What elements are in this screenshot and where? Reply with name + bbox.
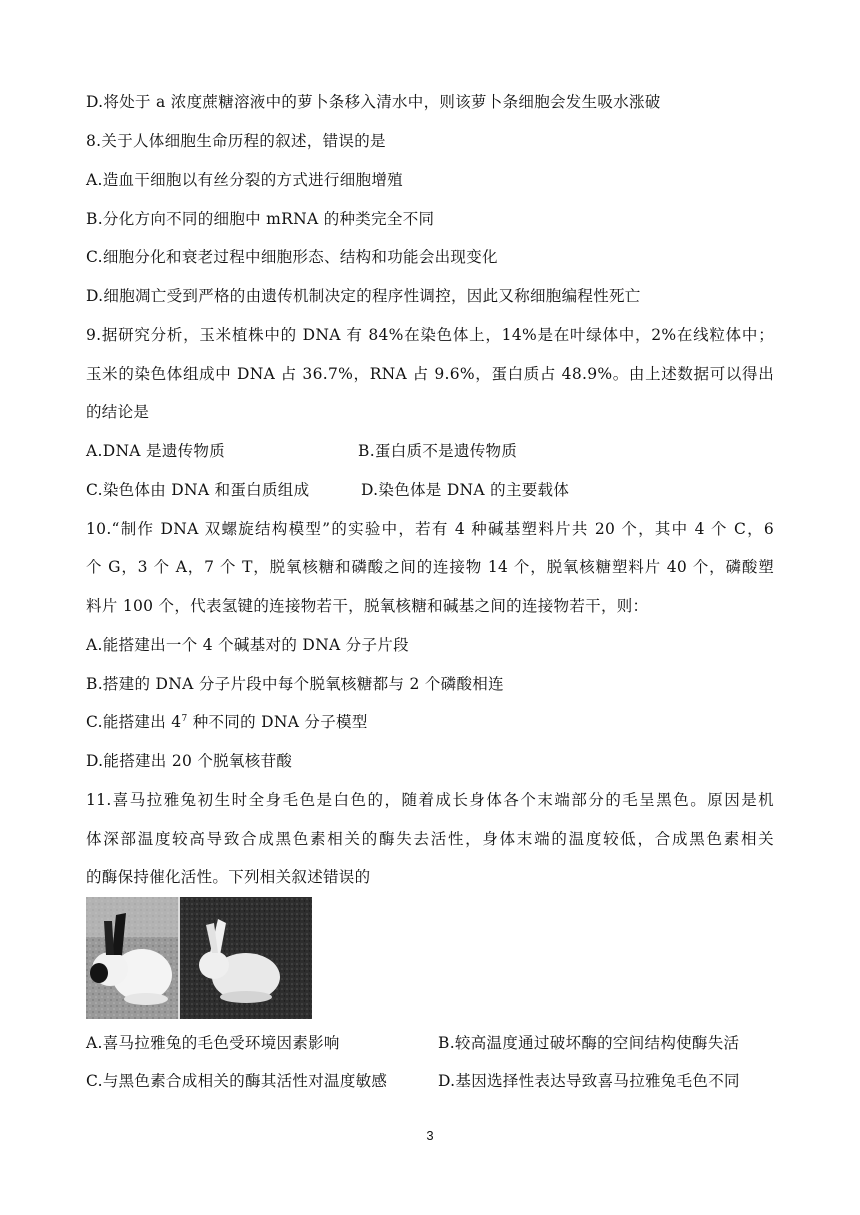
q10-option-c <box>86 712 368 732</box>
q11-stem-line2: 体深部温度较高导致合成黑色素相关的酶失去活性，身体末端的温度较低，合成黑色素相关 <box>86 830 774 848</box>
q11-stem-line1: 11.喜马拉雅兔初生时全身毛色是白色的，随着成长身体各个末端部分的毛呈黑色。原因是机 <box>86 791 774 809</box>
q10-stem-line3: 料片 100 个，代表氢键的连接物若干，脱氧核糖和碱基之间的连接物若干，则： <box>86 597 649 615</box>
q8-option-a: A.造血干细胞以有丝分裂的方式进行细胞增殖 <box>86 171 403 189</box>
q11-option-d: D.基因选择性表达导致喜马拉雅兔毛色不同 <box>438 1072 740 1090</box>
q10-option-b: B.搭建的 DNA 分子片段中每个脱氧核糖都与 2 个磷酸相连 <box>86 675 504 693</box>
q9-option-d: D.染色体是 DNA 的主要载体 <box>361 481 570 499</box>
q9-option-b: B.蛋白质不是遗传物质 <box>358 442 518 460</box>
q8-stem: 8.关于人体细胞生命历程的叙述，错误的是 <box>86 132 386 150</box>
q10-option-c-pre: C.能搭建出 4 <box>86 713 182 731</box>
q10-option-d: D.能搭建出 20 个脱氧核苷酸 <box>86 752 293 770</box>
q8-option-c: C.细胞分化和衰老过程中细胞形态、结构和功能会出现变化 <box>86 248 498 266</box>
q9-stem-line3: 的结论是 <box>86 403 150 421</box>
page-number: 3 <box>426 1128 434 1143</box>
q8-option-d: D.细胞凋亡受到严格的由遗传机制决定的程序性调控，因此又称细胞编程性死亡 <box>86 287 641 305</box>
q9-stem-line1: 9.据研究分析，玉米植株中的 DNA 有 84%在染色体上，14%是在叶绿体中，2%在线粒体中； <box>86 326 774 344</box>
himalayan-rabbit-image <box>86 897 178 1019</box>
q8-option-b: B.分化方向不同的细胞中 mRNA 的种类完全不同 <box>86 210 435 228</box>
q10-option-c-exponent: 7 <box>181 714 188 724</box>
q10-stem-line1: 10.“制作 DNA 双螺旋结构模型”的实验中，若有 4 种碱基塑料片共 20 个，其中 4 个 C，6 <box>86 520 774 538</box>
q11-option-c: C.与黑色素合成相关的酶其活性对温度敏感 <box>86 1072 388 1090</box>
q9-option-a: A.DNA 是遗传物质 <box>86 442 226 460</box>
q9-option-c: C.染色体由 DNA 和蛋白质组成 <box>86 481 310 499</box>
q7-option-d: D.将处于 a 浓度蔗糖溶液中的萝卜条移入清水中，则该萝卜条细胞会发生吸水涨破 <box>86 93 661 111</box>
q10-stem-line2: 个 G，3 个 A，7 个 T，脱氧核糖和磷酸之间的连接物 14 个，脱氧核糖塑料片 40 个，磷酸塑 <box>86 558 774 576</box>
q10-option-a: A.能搭建出一个 4 个碱基对的 DNA 分子片段 <box>86 636 409 654</box>
q10-option-c-post: 种不同的 DNA 分子模型 <box>187 713 368 731</box>
q11-option-a: A.喜马拉雅兔的毛色受环境因素影响 <box>86 1034 340 1052</box>
q9-stem-line2: 玉米的染色体组成中 DNA 占 36.7%，RNA 占 9.6%，蛋白质占 48.9%。由上述数据可以得出 <box>86 365 774 383</box>
q11-option-b: B.较高温度通过破坏酶的空间结构使酶失活 <box>438 1034 740 1052</box>
rabbit-photo <box>86 897 312 1019</box>
q11-stem-line3: 的酶保持催化活性。下列相关叙述错误的 <box>86 868 371 886</box>
white-rabbit-image <box>180 897 312 1019</box>
